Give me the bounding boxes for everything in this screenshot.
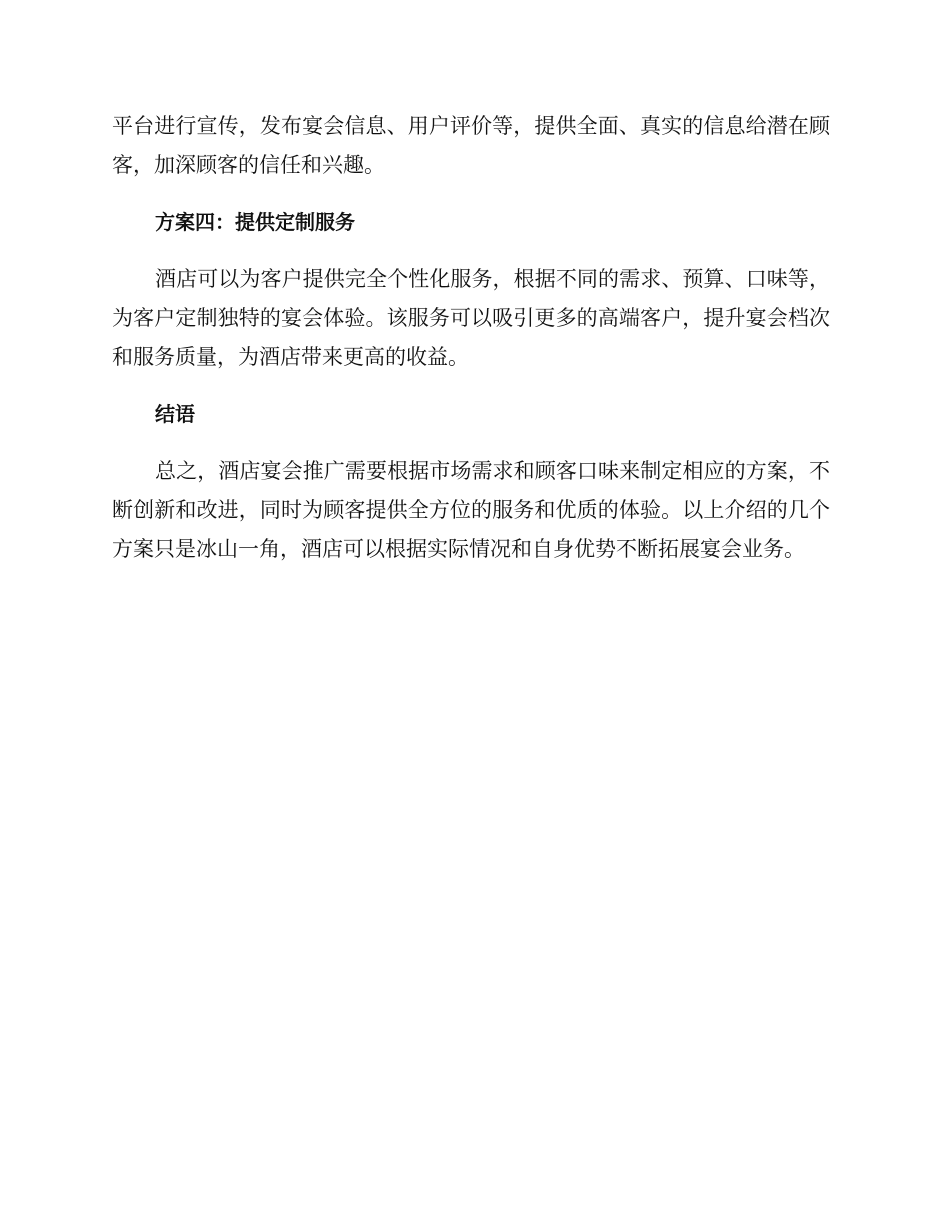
section-heading-conclusion: 结语 <box>155 402 195 426</box>
paragraph-promotion-continued: 平台进行宣传，发布宴会信息、用户评价等，提供全面、真实的信息给潜在顾客，加深顾客的信任和兴趣。 <box>112 114 830 177</box>
section-heading-custom-service: 方案四：提供定制服务 <box>155 210 355 234</box>
paragraph-conclusion: 总之，酒店宴会推广需要根据市场需求和顾客口味来制定相应的方案，不断创新和改进，同时为顾客提供全方位的服务和优质的体验。以上介绍的几个方案只是冰山一角，酒店可以根据实际情况和自身优势不断拓展宴会业务。 <box>112 459 830 561</box>
document-page <box>112 107 830 569</box>
paragraph-custom-service: 酒店可以为客户提供完全个性化服务，根据不同的需求、预算、口味等，为客户定制独特的宴会体验。该服务可以吸引更多的高端客户，提升宴会档次和服务质量，为酒店带来更高的收益。 <box>112 267 830 369</box>
